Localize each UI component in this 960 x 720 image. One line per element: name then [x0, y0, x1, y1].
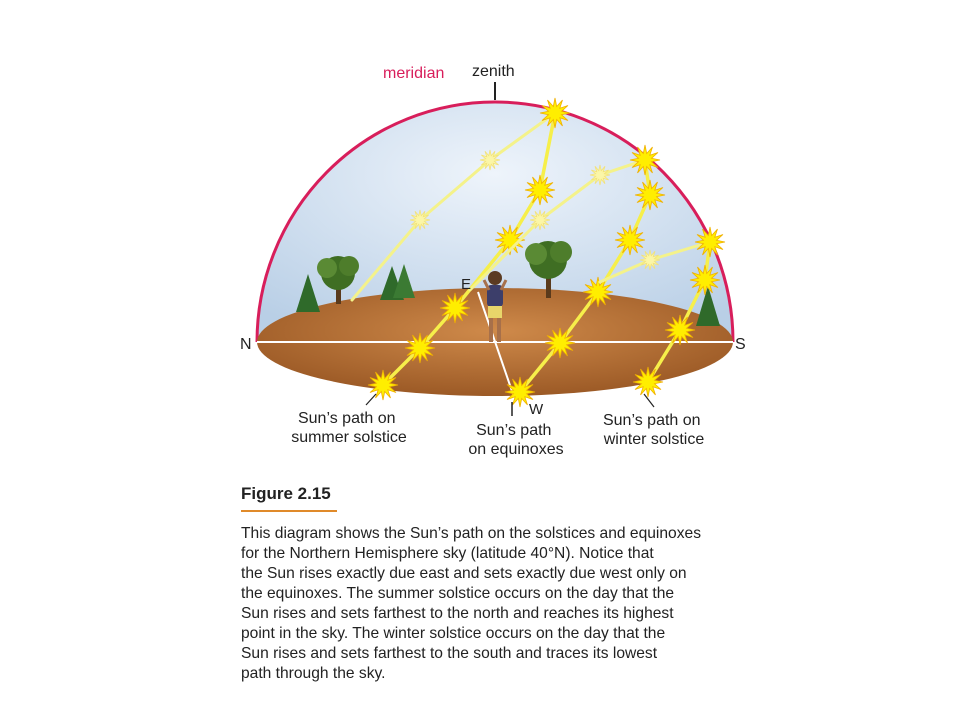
winter-solstice-label	[603, 412, 705, 448]
figure-description	[241, 524, 781, 684]
caption-line: Sun rises and sets farthest to the north and reaches its highest	[241, 605, 674, 622]
north-label: N	[240, 336, 252, 353]
caption-line: point in the sky. The winter solstice occurs on the day that the	[241, 625, 666, 642]
caption-line: This diagram shows the Sun’s path on the solstices and equinoxes	[241, 525, 702, 542]
winter-solstice-label-line2: winter solstice	[603, 431, 705, 448]
figure-caption	[241, 484, 781, 684]
caption-line: the Sun rises exactly due east and sets exactly due west only on	[241, 565, 687, 582]
summer-solstice-label-line1: Sun’s path on	[297, 410, 396, 427]
caption-line: the equinoxes. The summer solstice occurs on the day that the	[241, 585, 675, 602]
meridian-label: meridian	[383, 65, 445, 82]
figure-title: Figure 2.15	[241, 484, 331, 503]
figure-title-rule	[241, 510, 337, 512]
east-label: E	[461, 276, 472, 293]
caption-line: path through the sky.	[241, 665, 386, 682]
caption-line: for the Northern Hemisphere sky (latitude 40°N). Notice that	[241, 545, 654, 562]
zenith-label: zenith	[472, 63, 515, 80]
winter-leader	[644, 394, 654, 407]
summer-solstice-label-line2: summer solstice	[291, 429, 407, 446]
equinox-label-line2: on equinoxes	[468, 441, 564, 458]
equinox-label	[468, 422, 563, 458]
summer-leader	[366, 394, 376, 405]
caption-line: Sun rises and sets farthest to the south and traces its lowest	[241, 645, 658, 662]
summer-solstice-label	[291, 410, 407, 446]
equinox-label-line1: Sun’s path	[476, 422, 552, 439]
west-label: W	[529, 401, 544, 418]
winter-solstice-label-line1: Sun’s path on	[602, 412, 701, 429]
south-label: S	[735, 336, 746, 353]
